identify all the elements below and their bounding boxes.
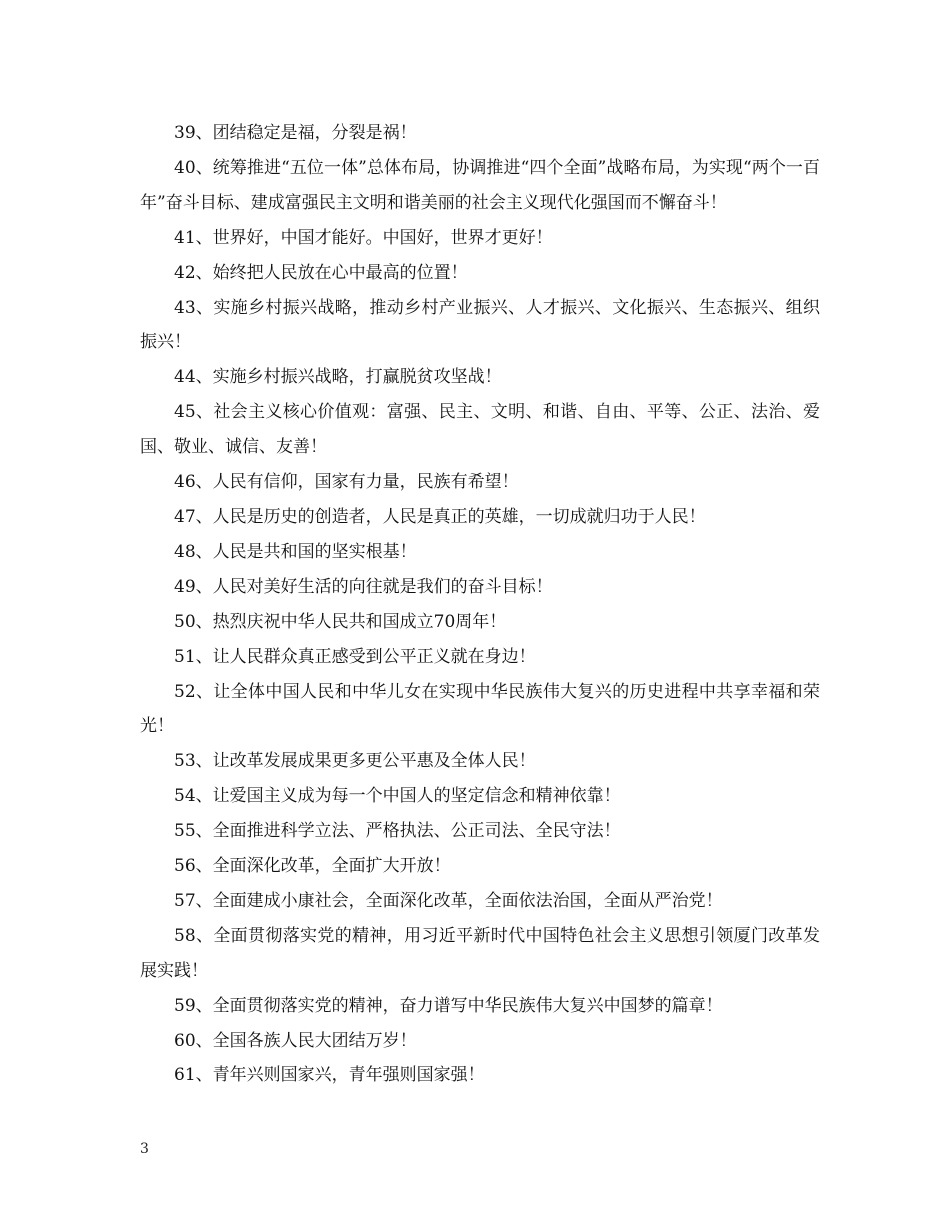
list-item: 54、让爱国主义成为每一个中国人的坚定信念和精神依靠！ xyxy=(174,786,621,807)
list-item: 53、让改革发展成果更多更公平惠及全体人民！ xyxy=(174,751,536,772)
page-number: 3 xyxy=(140,1141,149,1157)
list-item: 51、让人民群众真正感受到公平正义就在身边！ xyxy=(174,646,536,667)
list-item: 49、人民对美好生活的向往就是我们的奋斗目标！ xyxy=(174,576,553,597)
list-item: 56、全面深化改革，全面扩大开放！ xyxy=(174,856,451,877)
list-item: 41、世界好，中国才能好。中国好，世界才更好！ xyxy=(174,227,553,248)
list-item: 60、全国各族人民大团结万岁！ xyxy=(174,1030,417,1051)
list-item: 48、人民是共和国的坚实根基！ xyxy=(174,541,417,562)
list-item: 61、青年兴则国家兴，青年强则国家强！ xyxy=(174,1065,485,1086)
list-item: 43、实施乡村振兴战略，推动乡村产业振兴、人才振兴、文化振兴、生态振兴、组织振兴！ xyxy=(140,297,820,353)
list-item: 52、让全体中国人民和中华儿女在实现中华民族伟大复兴的历史进程中共享幸福和荣光！ xyxy=(140,681,820,737)
list-item: 59、全面贯彻落实党的精神，奋力谱写中华民族伟大复兴中国梦的篇章！ xyxy=(174,995,723,1016)
slogan-list xyxy=(140,116,820,1093)
list-item: 50、热烈庆祝中华人民共和国成立70周年！ xyxy=(174,611,507,632)
list-item: 45、社会主义核心价值观：富强、民主、文明、和谐、自由、平等、公正、法治、爱国、敬业、诚信、友善！ xyxy=(140,402,820,458)
list-item: 44、实施乡村振兴战略，打赢脱贫攻坚战！ xyxy=(174,367,502,388)
list-item: 55、全面推进科学立法、严格执法、公正司法、全民守法！ xyxy=(174,821,621,842)
list-item: 39、团结稳定是福，分裂是祸！ xyxy=(174,123,417,143)
list-item: 40、统筹推进“五位一体”总体布局，协调推进“四个全面”战略布局，为实现“两个一百年”奋斗目标、建成富强民主文明和谐美丽的社会主义现代化强国而不懈奋斗！ xyxy=(140,157,820,213)
list-item: 47、人民是历史的创造者，人民是真正的英雄，一切成就归功于人民！ xyxy=(174,506,706,527)
list-item: 58、全面贯彻落实党的精神，用习近平新时代中国特色社会主义思想引领厦门改革发展实践！ xyxy=(140,925,820,981)
list-item: 57、全面建成小康社会，全面深化改革，全面依法治国，全面从严治党！ xyxy=(174,890,723,911)
list-item: 46、人民有信仰，国家有力量，民族有希望！ xyxy=(174,472,519,493)
list-item: 42、始终把人民放在心中最高的位置！ xyxy=(174,262,468,283)
